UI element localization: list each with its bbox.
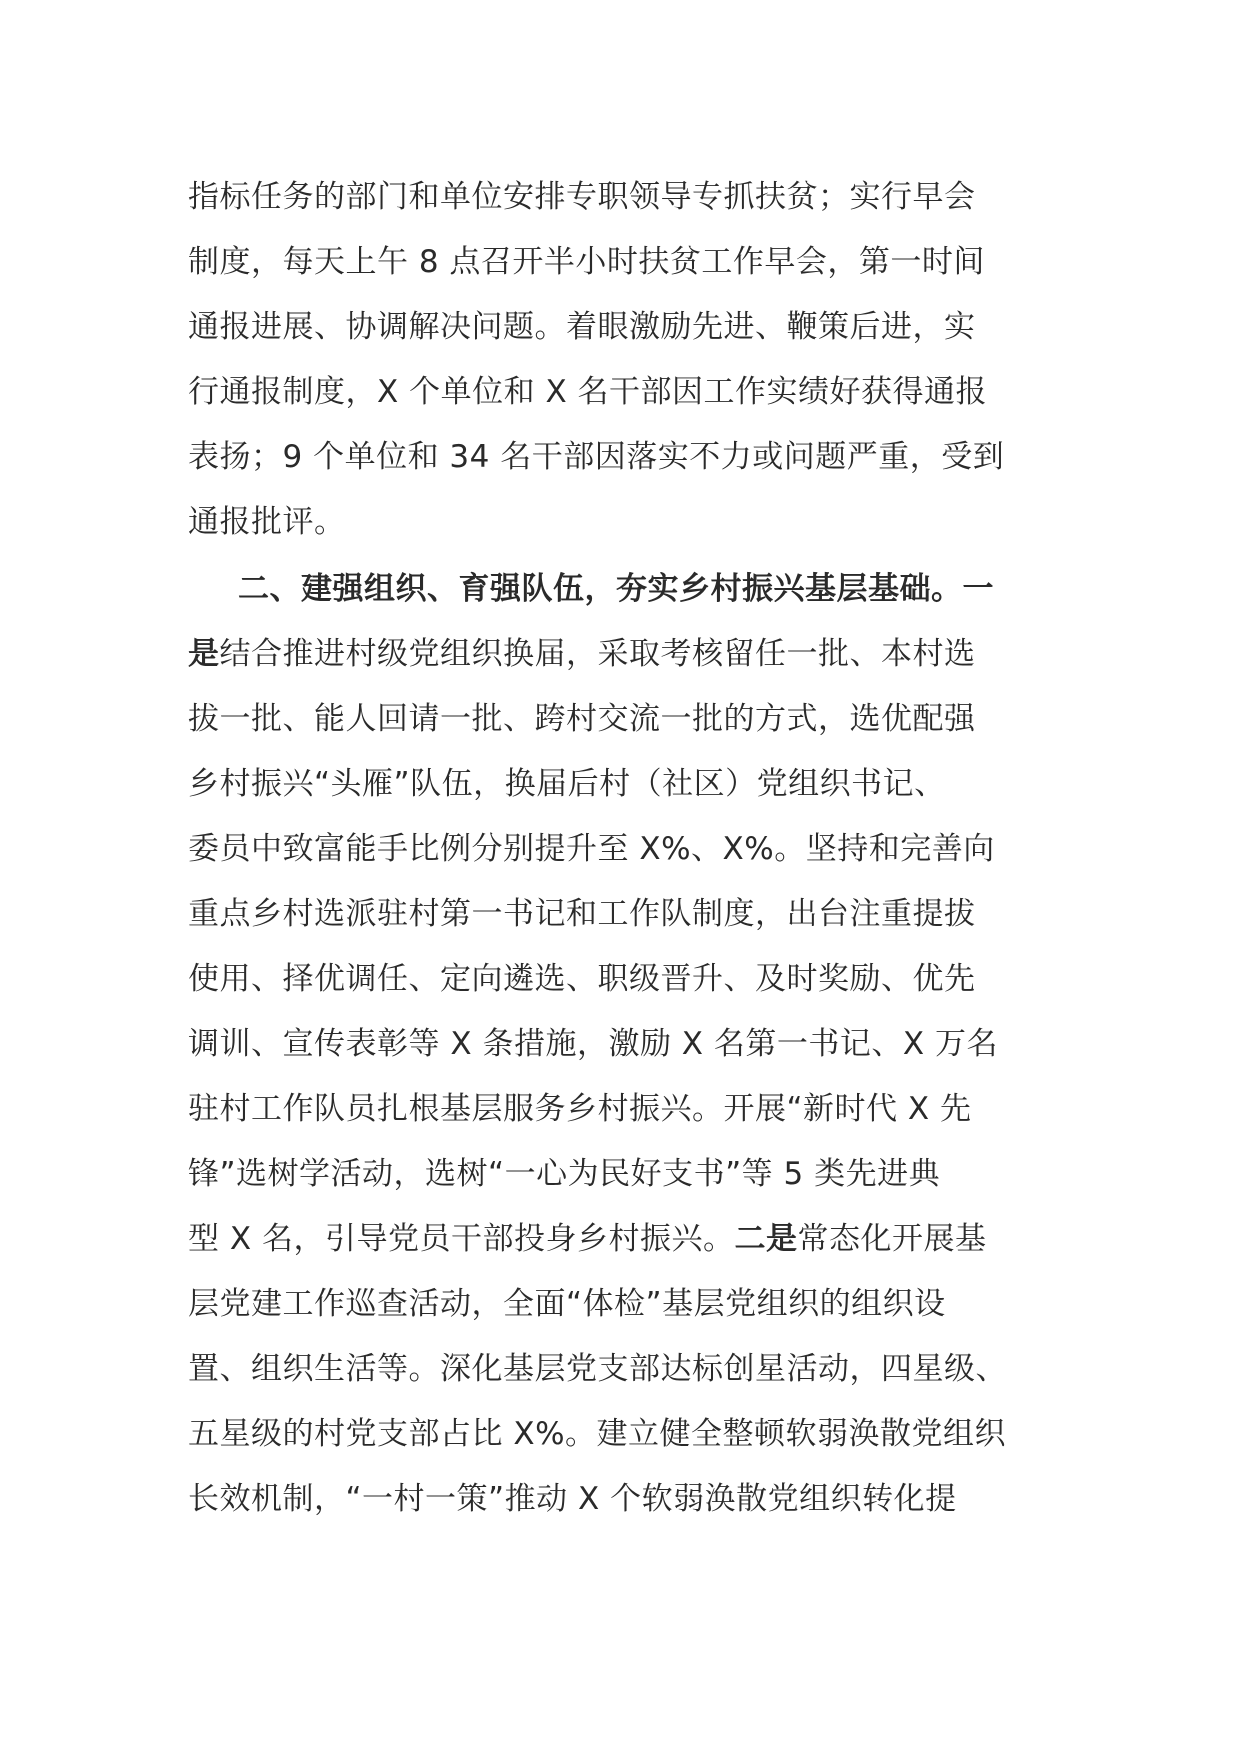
line-text: 常态化开展基 xyxy=(797,1221,987,1257)
paragraph-line: 重点乡村选派驻村第一书记和工作队制度，出台注重提拔 xyxy=(188,896,976,932)
paragraph-line: 驻村工作队员扎根基层服务乡村振兴。开展“新时代 X 先 xyxy=(188,1091,972,1127)
paragraph-line: 五星级的村党支部占比 X%。建立健全整顿软弱涣散党组织 xyxy=(188,1416,1007,1452)
paragraph-line xyxy=(188,622,1058,687)
bold-marker: 是 xyxy=(188,636,220,672)
line-text: 型 X 名，引导党员干部投身乡村振兴。 xyxy=(188,1221,735,1257)
paragraph-line: 使用、择优调任、定向遴选、职级晋升、及时奖励、优先 xyxy=(188,961,976,997)
line-text: 结合推进村级党组织换届，采取考核留任一批、本村选 xyxy=(219,636,976,672)
paragraph-line: 拔一批、能人回请一批、跨村交流一批的方式，选优配强 xyxy=(188,701,976,737)
section-heading: 二、建强组织、育强队伍，夯实乡村振兴基层基础。一 xyxy=(238,571,994,607)
paragraph-line: 置、组织生活等。深化基层党支部达标创星活动，四星级、 xyxy=(188,1351,1007,1387)
paragraph-line: 委员中致富能手比例分别提升至 X%、X%。坚持和完善向 xyxy=(188,831,995,867)
paragraph-line: 层党建工作巡查活动，全面“体检”基层党组织的组织设 xyxy=(188,1286,946,1322)
paragraph-line: 通报进展、协调解决问题。着眼激励先进、鞭策后进，实 xyxy=(188,309,976,345)
paragraph-line: 乡村振兴“头雁”队伍，换届后村（社区）党组织书记、 xyxy=(188,766,946,802)
paragraph-line: 调训、宣传表彰等 X 条措施，激励 X 名第一书记、X 万名 xyxy=(188,1026,998,1062)
bold-marker: 二是 xyxy=(734,1221,798,1257)
paragraph-line: 锋”选树学活动，选树“一心为民好支书”等 5 类先进典 xyxy=(188,1156,941,1192)
paragraph-line: 表扬；9 个单位和 34 名干部因落实不力或问题严重，受到 xyxy=(188,439,1005,475)
paragraph-line: 制度，每天上午 8 点召开半小时扶贫工作早会，第一时间 xyxy=(188,244,985,280)
paragraph-line: 指标任务的部门和单位安排专职领导专抓扶贫；实行早会 xyxy=(188,179,976,215)
paragraph-line: 通报批评。 xyxy=(188,504,346,540)
paragraph-2 xyxy=(188,557,1058,1532)
paragraph-line: 行通报制度，X 个单位和 X 名干部因工作实绩好获得通报 xyxy=(188,374,988,410)
paragraph-line xyxy=(188,1207,1058,1272)
paragraph-line: 长效机制，“一村一策”推动 X 个软弱涣散党组织转化提 xyxy=(188,1481,957,1517)
paragraph-1 xyxy=(188,165,1058,555)
